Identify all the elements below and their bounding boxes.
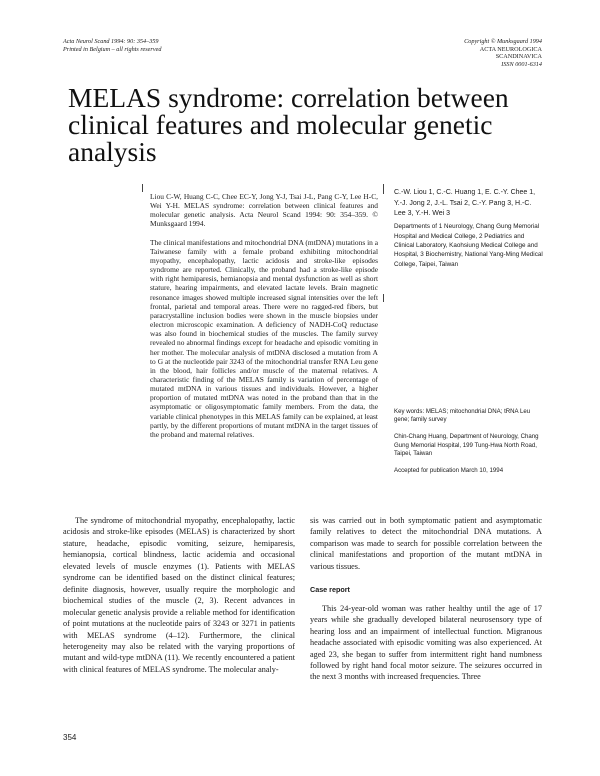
copyright-line: Copyright © Munksgaard 1994 (464, 38, 542, 45)
case-report-paragraph: This 24-year-old woman was rather healthy until the age of 17 years while she gradually developed bilateral neurosensory type of hearing loss and an impairment of intellectual function. Migranous headache associated with episodic vomiting was also experienced. At aged 23, she began to suffer from intermittent right hand numbness followed by right hand focal motor seizure. The seizures occurred in the next 3 months with increased frequencies. Three (310, 603, 542, 682)
journal-ref-line-2: Printed in Belgium – all rights reserved (63, 45, 162, 53)
abstract-divider-top (142, 184, 143, 192)
affiliation-divider (383, 184, 384, 194)
key-words-block (394, 408, 544, 475)
section-heading: Case report (310, 585, 350, 595)
abstract-citation (150, 192, 378, 229)
affiliation-divider-lower (383, 294, 384, 302)
abstract-body: The clinical manifestations and mitochondrial DNA (mtDNA) mutations in a Taiwanese family with a female proband exhibiting mitochondrial myopathy, encephalopathy, lactic acidosis and stroke-like episodes syndrome are reported. Clinically, the proband had a stroke-like episode with right hemiparesis, hemianopsia and mental dysfunction as well as short stature, hearing impairments, and elevated lactate levels. Brain magnetic resonance images showed multiple increased signal intensities over the left frontal, parietal and temporal areas. There were no ragged-red fibers, but paracrystalline inclusion bodies were shown in the muscle biopsies under electron microscopic examination. A deficiency of NADH-CoQ reductase was also found in biochemical studies of the muscles. The family survey revealed no abnormal findings except for headache and episodic vomiting in her mother. The molecular analysis of mtDNA disclosed a mutation from A to G at the nucleotide pair 3243 of the mitochondrial transfer RNA Leu gene in the blood, hair follicles and/or muscle of the maternal relatives. A characteristic finding of the MELAS family is variation of percentage of mutated mtDNA in various tissues and individuals. However, a higher proportion of mutated mtDNA was noted in the proband than that in the asymptomatic or oligosymptomatic family members. From the data, the variable clinical phenotypes in this MELAS family can be explained, at least partly, by the different proportions of mutant mtDNA in the target tissues of the proband and maternal relatives. (150, 237, 378, 439)
issn-line: ISSN 0001-6314 (501, 60, 542, 68)
body-left-column (63, 515, 295, 675)
journal-name-line-1: ACTA NEUROLOGICA (479, 45, 542, 53)
journal-name-line-2: SCANDINAVICA (495, 53, 542, 60)
accepted-date: Accepted for publication March 10, 1994 (394, 467, 504, 475)
affiliation-column (394, 188, 544, 269)
intro-continuation: sis was carried out in both symptomatic patient and asymptomatic family relatives to detect the mitochondrial DNA mutations. A comparison was made to search for possible correlation between the clinical manifestations and proportion of the mutant mtDNA in various tissues. (310, 516, 542, 571)
intro-paragraph: The syndrome of mitochondrial myopathy, encephalopathy, lactic acidosis and stroke-like episodes (MELAS) is characterized by short stature, headache, episodic vomiting, seizure, hemiparesis, hemianopsia, cortical blindness, lactic acidemia and occasional elevated levels of muscle enzymes (1). Patients with MELAS syndrome can be identified based on the distinct clinical features; definite diagnosis, however, usually require the morphologic and biochemical studies of the muscle (2, 3). Recent advances in molecular genetic analysis provide a reliable method for identification of point mutations at the nucleotide pairs of 3243 or 3271 in patients with MELAS syndrome (4–12). Furthermore, the clinical heterogeneity may also be related with the varying proportions of mutant and wild-type mtDNA (11). We recently encountered a patient with clinical features of MELAS syndrome. The molecular analy- (63, 516, 295, 674)
page-number: 354 (63, 733, 77, 742)
key-words: Key words: MELAS; mitochondrial DNA; tRNA Leu gene; family survey (394, 408, 531, 424)
body-right-column (310, 515, 542, 683)
journal-ref-header (63, 38, 243, 53)
article-title: MELAS syndrome: correlation between clinical features and molecular genetic analysis (68, 82, 509, 167)
copyright-block (400, 38, 542, 68)
correspondence: Chin-Chang Huang, Department of Neurology, Chang Gung Memorial Hospital, 199 Tung-Hwa North Road, Taipei, Taiwan (394, 433, 539, 457)
department-list: Departments of 1 Neurology, Chang Gung Memorial Hospital and Medical College, 2 Pediatrics and Clinical Laboratory, Kaohsiung Medical College and Hospital, 3 Biochemistry, National Yang-Ming Medical College, Taipei, Taiwan (394, 223, 543, 268)
abstract (150, 192, 378, 439)
journal-ref-line-1: Acta Neurol Scand 1994: 90: 354–359 (63, 38, 159, 45)
author-list: C.-W. Liou 1, C.-C. Huang 1, E. C.-Y. Chee 1, Y.-J. Jong 2, J.-L. Tsai 2, C.-Y. Pang 3, H.-C. Lee 3, Y.-H. Wei 3 (394, 189, 536, 218)
abstract-authors: Liou C-W, Huang C-C, Chee EC-Y, Jong Y-J, Tsai J-L, Pang C-Y, Lee H-C, Wei Y-H. MELAS syndrome: correlation between clinical features and molecular genetic analysis. (150, 192, 378, 220)
abstract-journal-ref: Acta Neurol Scand 1994: 90: 354–359. © Munksgaard 1994. (150, 210, 378, 229)
